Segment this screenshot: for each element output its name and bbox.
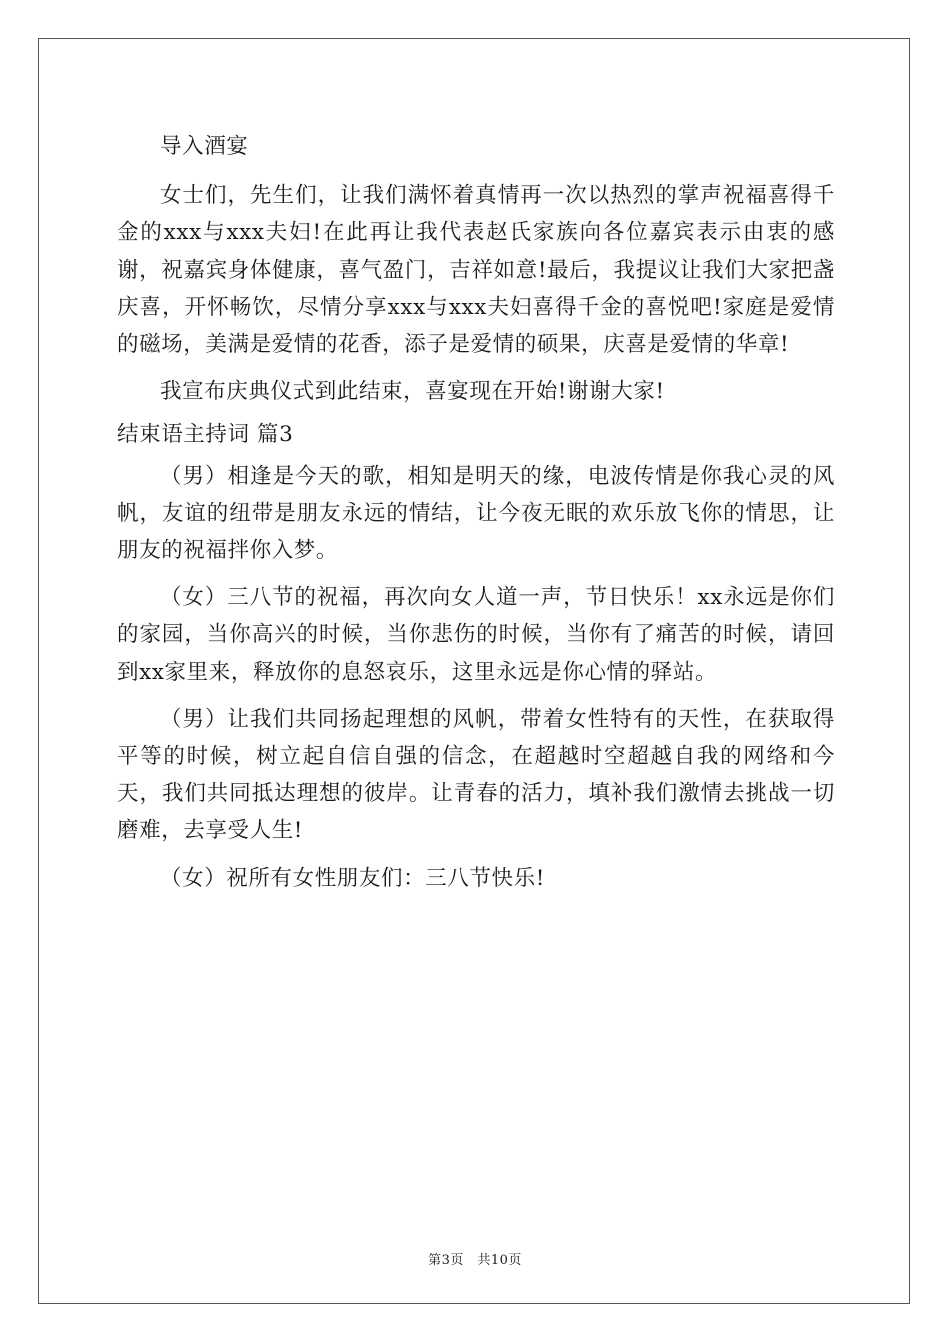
paragraph-male-2: （男）让我们共同扬起理想的风帆，带着女性特有的天性，在获取得平等的时候，树立起自信自强的信念，在超越时空超越自我的网络和今天，我们共同抵达理想的彼岸。让青春的活力，填补我们激情去挑战一切磨难，去享受人生! xyxy=(117,706,835,844)
document-body xyxy=(117,128,835,897)
paragraph-female-1: （女）三八节的祝福，再次向女人道一声，节日快乐！xx永远是你们的家园，当你高兴的时候，当你悲伤的时候，当你有了痛苦的时候，请回到xx家里来，释放你的息怒哀乐，这里永远是你心情的驿站。 xyxy=(117,585,835,685)
paragraph-female-2: （女）祝所有女性朋友们：三八节快乐! xyxy=(160,865,545,891)
paragraph-toast-speech: 女士们，先生们，让我们满怀着真情再一次以热烈的掌声祝福喜得千金的xxx与xxx夫妇!在此再让我代表赵氏家族向各位嘉宾表示由衷的感谢，祝嘉宾身体健康，喜气盈门，吉祥如意!最后，我提议让我们大家把盏庆喜，开怀畅饮，尽情分享xxx与xxx夫妇喜得千金的喜悦吧!家庭是爱情的磁场，美满是爱情的花香，添子是爱情的硕果，庆喜是爱情的华章! xyxy=(117,183,835,358)
paragraph-male-1: （男）相逢是今天的歌，相知是明天的缘，电波传情是你我心灵的风帆，友谊的纽带是朋友永远的情结，让今夜无眠的欢乐放飞你的情思，让朋友的祝福拌你入梦。 xyxy=(117,463,835,564)
page-number-footer: 第3页 共10页 xyxy=(428,1253,522,1268)
section-heading: 结束语主持词 篇3 xyxy=(117,422,294,448)
paragraph-toast-intro: 导入酒宴 xyxy=(160,134,249,159)
paragraph-ceremony-end: 我宣布庆典仪式到此结束，喜宴现在开始!谢谢大家! xyxy=(160,379,665,405)
